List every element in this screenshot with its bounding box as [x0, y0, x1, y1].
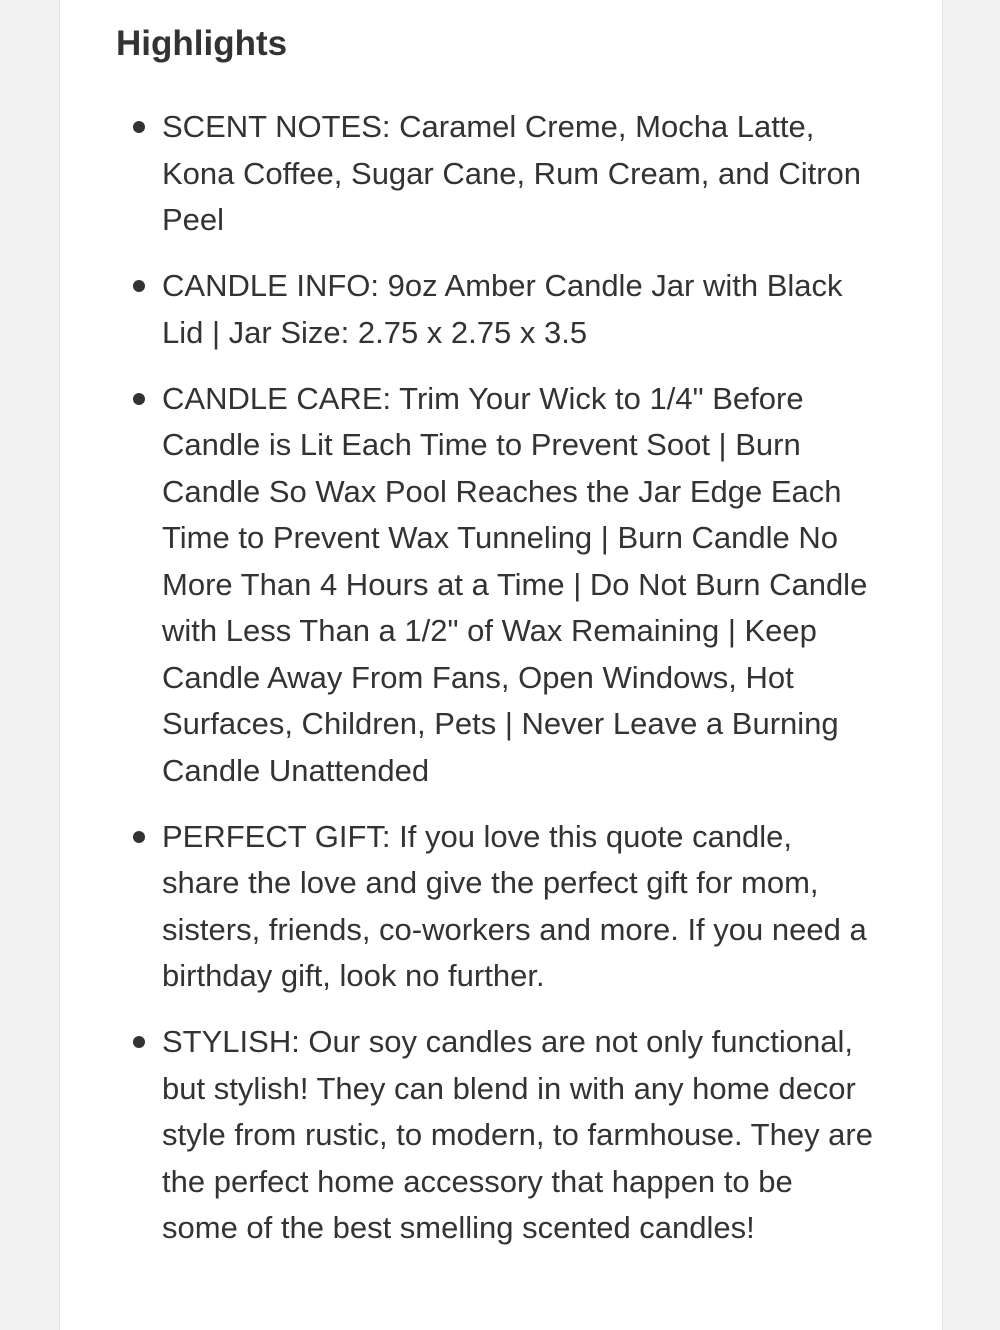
- highlight-item-perfect-gift: [116, 814, 876, 1000]
- highlight-item-stylish: [116, 1019, 876, 1252]
- highlight-text: CANDLE CARE: Trim Your Wick to 1/4" Before Candle is Lit Each Time to Prevent Soot | Burn Candle So Wax Pool Reaches the Jar Edge Each Time to Prevent Wax Tunneling | Burn Candle No More Than 4 Hours at a Time | Do Not Burn Candle with Less Than a 1/2" of Wax Remaining | Keep Candle Away From Fans, Open Windows, Hot Surfaces, Children, Pets | Never Leave a Burning Candle Unattended: [162, 380, 868, 788]
- highlight-item-candle-care: [116, 376, 876, 795]
- bullet-icon: [133, 280, 145, 292]
- bullet-icon: [133, 393, 145, 405]
- highlight-text: SCENT NOTES: Caramel Creme, Mocha Latte, Kona Coffee, Sugar Cane, Rum Cream, and Citron Peel: [162, 109, 862, 237]
- highlight-item-candle-info: [116, 263, 876, 356]
- bullet-icon: [133, 121, 145, 133]
- highlight-item-scent-notes: [116, 104, 876, 244]
- bullet-icon: [133, 1036, 145, 1048]
- bullet-icon: [133, 831, 145, 843]
- highlight-text: CANDLE INFO: 9oz Amber Candle Jar with Black Lid | Jar Size: 2.75 x 2.75 x 3.5: [162, 268, 843, 350]
- highlights-list: [116, 104, 876, 1271]
- highlights-card: [60, 0, 942, 1330]
- highlight-text: STYLISH: Our soy candles are not only functional, but stylish! They can blend in with any home decor style from rustic, to modern, to farmhouse. They are the perfect home accessory that happen to be some of the best smelling scented candles!: [162, 1024, 873, 1245]
- highlights-heading: Highlights: [116, 24, 288, 63]
- highlight-text: PERFECT GIFT: If you love this quote candle, share the love and give the perfect gift for mom, sisters, friends, co-workers and more. If you need a birthday gift, look no further.: [162, 818, 867, 993]
